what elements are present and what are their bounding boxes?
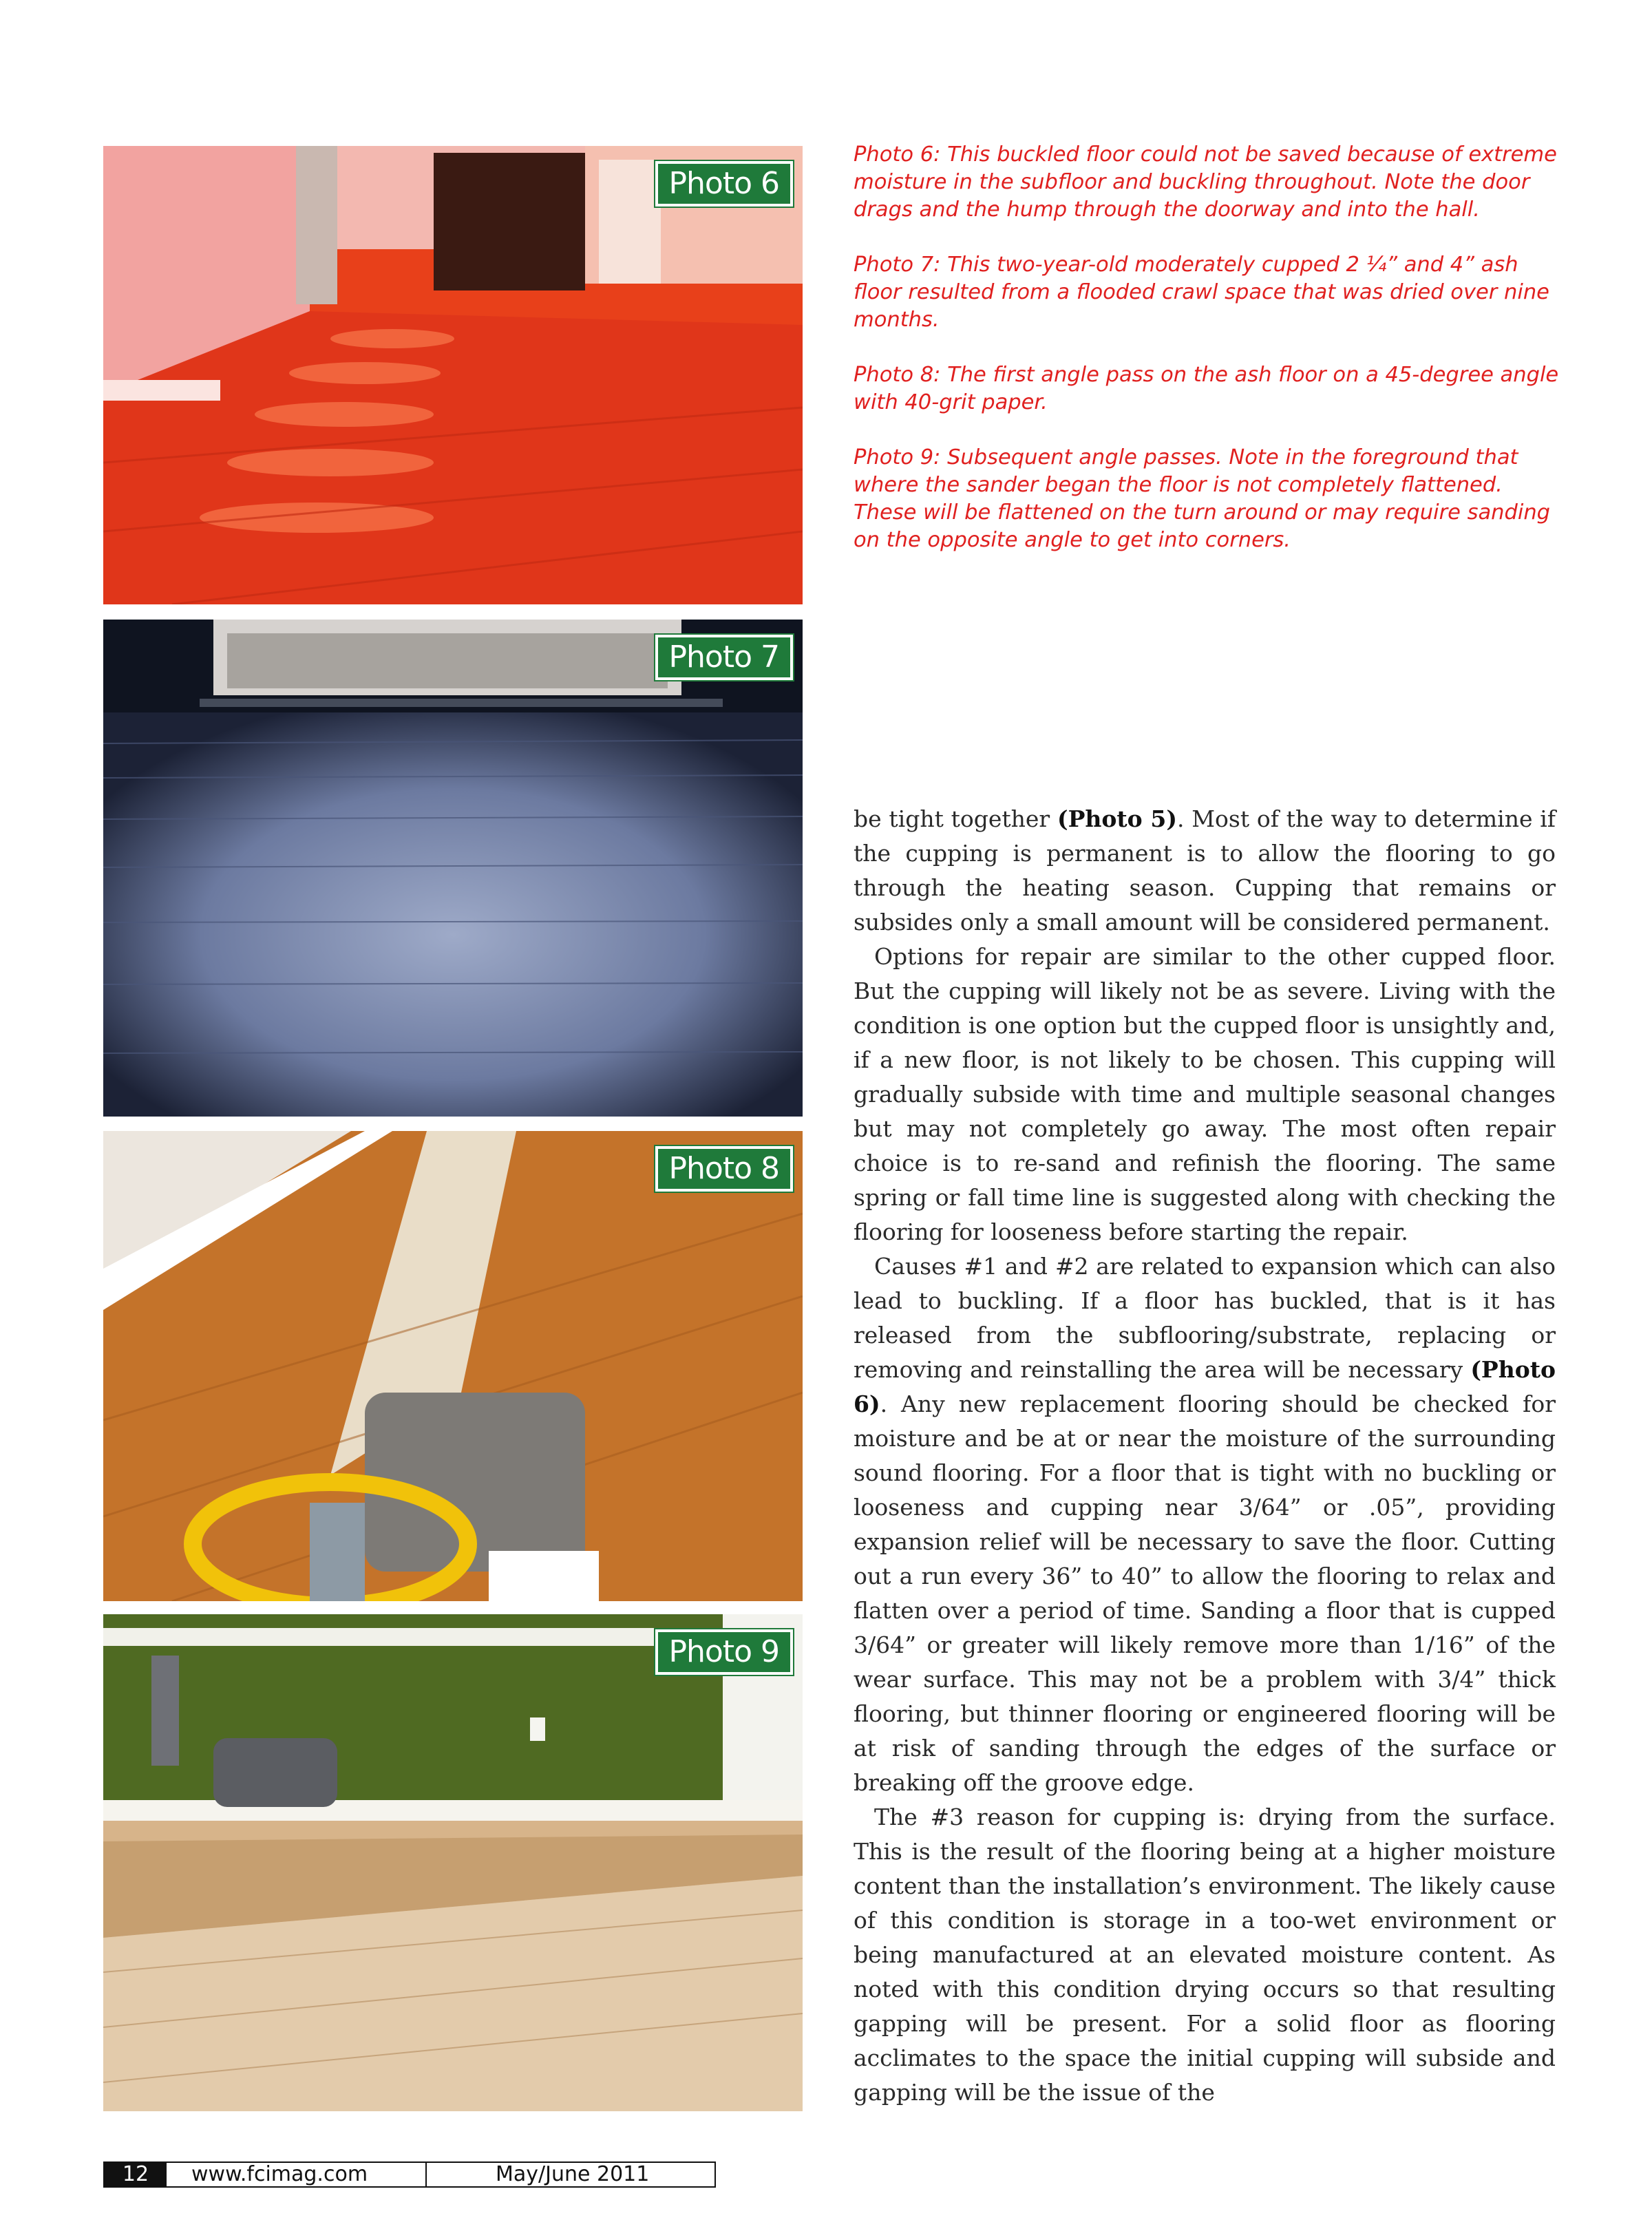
page-number: 12 — [105, 2163, 167, 2186]
caption-photo-9: Photo 9: Subsequent angle passes. Note in the foreground that where the sander began the floor is not completely flattened. These will be flattened on the turn around or may require sanding on the opposite angle to get into corners. — [854, 445, 1551, 552]
photo-6-label: Photo 6 — [655, 161, 794, 207]
caption-photo-8: Photo 8: The first angle pass on the ash floor on a 45-degree angle with 40-grit paper. — [854, 363, 1559, 414]
article-paragraph-3 — [854, 1249, 1556, 1800]
photo-5-reference: (Photo 5) — [1057, 805, 1177, 832]
photo-8-image — [103, 1131, 803, 1601]
photo-6-image — [103, 146, 803, 604]
photo-captions — [854, 141, 1569, 582]
article-paragraph-4: The #3 reason for cupping is: drying from the surface. This is the result of the flooring being at a higher moisture content than the installation’s environment. The likely cause of this condition is storage in a too-wet environment or being manufactured at an elevated moisture content. As noted with this condition drying occurs so that resulting gapping will be present. For a solid floor as flooring acclimates to the space the initial cupping will subside and gapping will be the issue of the — [854, 1804, 1556, 2106]
footer-url[interactable]: www.fcimag.com — [167, 2163, 427, 2186]
article-paragraph-1 — [854, 802, 1556, 940]
photo-7-label: Photo 7 — [655, 635, 794, 680]
photo-9-image — [103, 1614, 803, 2111]
photo-6-reference: (Photo 6) — [854, 1356, 1556, 1417]
footer-date: May/June 2011 — [496, 2162, 650, 2186]
photo-9 — [103, 1614, 803, 2111]
article-text: be tight together — [854, 805, 1057, 832]
article-text: . Any new replacement flooring should be checked for moisture and be at or near the moisture of the surrounding sound flooring. For a floor that is tight with no buckling or looseness and cupping near 3/64” or .05”, providing expansion relief will be necessary to save the floor. Cutting out a run every 36” to 40” to allow the flooring to relax and flatten over a period of time. Sanding a floor that is cupped 3/64” or greater will likely remove more than 1/16” of the wear surface. This may not be a problem with 3/4” thick flooring, but thinner flooring or engineered flooring will be at risk of sanding through the edges of the surface or breaking off the groove edge. — [854, 1391, 1556, 1796]
photo-9-label: Photo 9 — [655, 1629, 794, 1675]
caption-photo-6: Photo 6: This buckled floor could not be saved because of extreme moisture in the subfloor and buckling throughout. Note the door drags and the hump through the doorway and into the hall. — [854, 142, 1557, 222]
article-text: . Most of the way to determine if the cupping is permanent is to allow the flooring to go through the heating season. Cupping that remains or subsides only a small amount will be considered permanent. — [854, 805, 1556, 935]
article-body — [854, 802, 1556, 2110]
photo-8-label: Photo 8 — [655, 1146, 794, 1192]
photo-8 — [103, 1131, 803, 1601]
page-footer — [103, 2161, 716, 2188]
photo-7-image — [103, 620, 803, 1117]
caption-photo-7: Photo 7: This two-year-old moderately cupped 2 ¼” and 4” ash floor resulted from a flooded crawl space that was dried over nine months. — [854, 253, 1549, 332]
article-text: Causes #1 and #2 are related to expansion which can also lead to buckling. If a floor has buckled, that is it has released from the subflooring/substrate, replacing or removing and reinstalling the area will be necessary — [854, 1253, 1556, 1383]
article-paragraph-2: Options for repair are similar to the other cupped floor. But the cupping will likely not be as severe. Living with the condition is one option but the cupped floor is unsightly and, if a new floor, is not likely to be chosen. This cupping will gradually subside with time and multiple seasonal changes but may not completely go away. The most often repair choice is to re-sand and refinish the flooring. The same spring or fall time line is suggested along with checking the flooring for looseness before starting the repair. — [854, 943, 1556, 1245]
photo-6 — [103, 146, 803, 604]
photo-7 — [103, 620, 803, 1117]
